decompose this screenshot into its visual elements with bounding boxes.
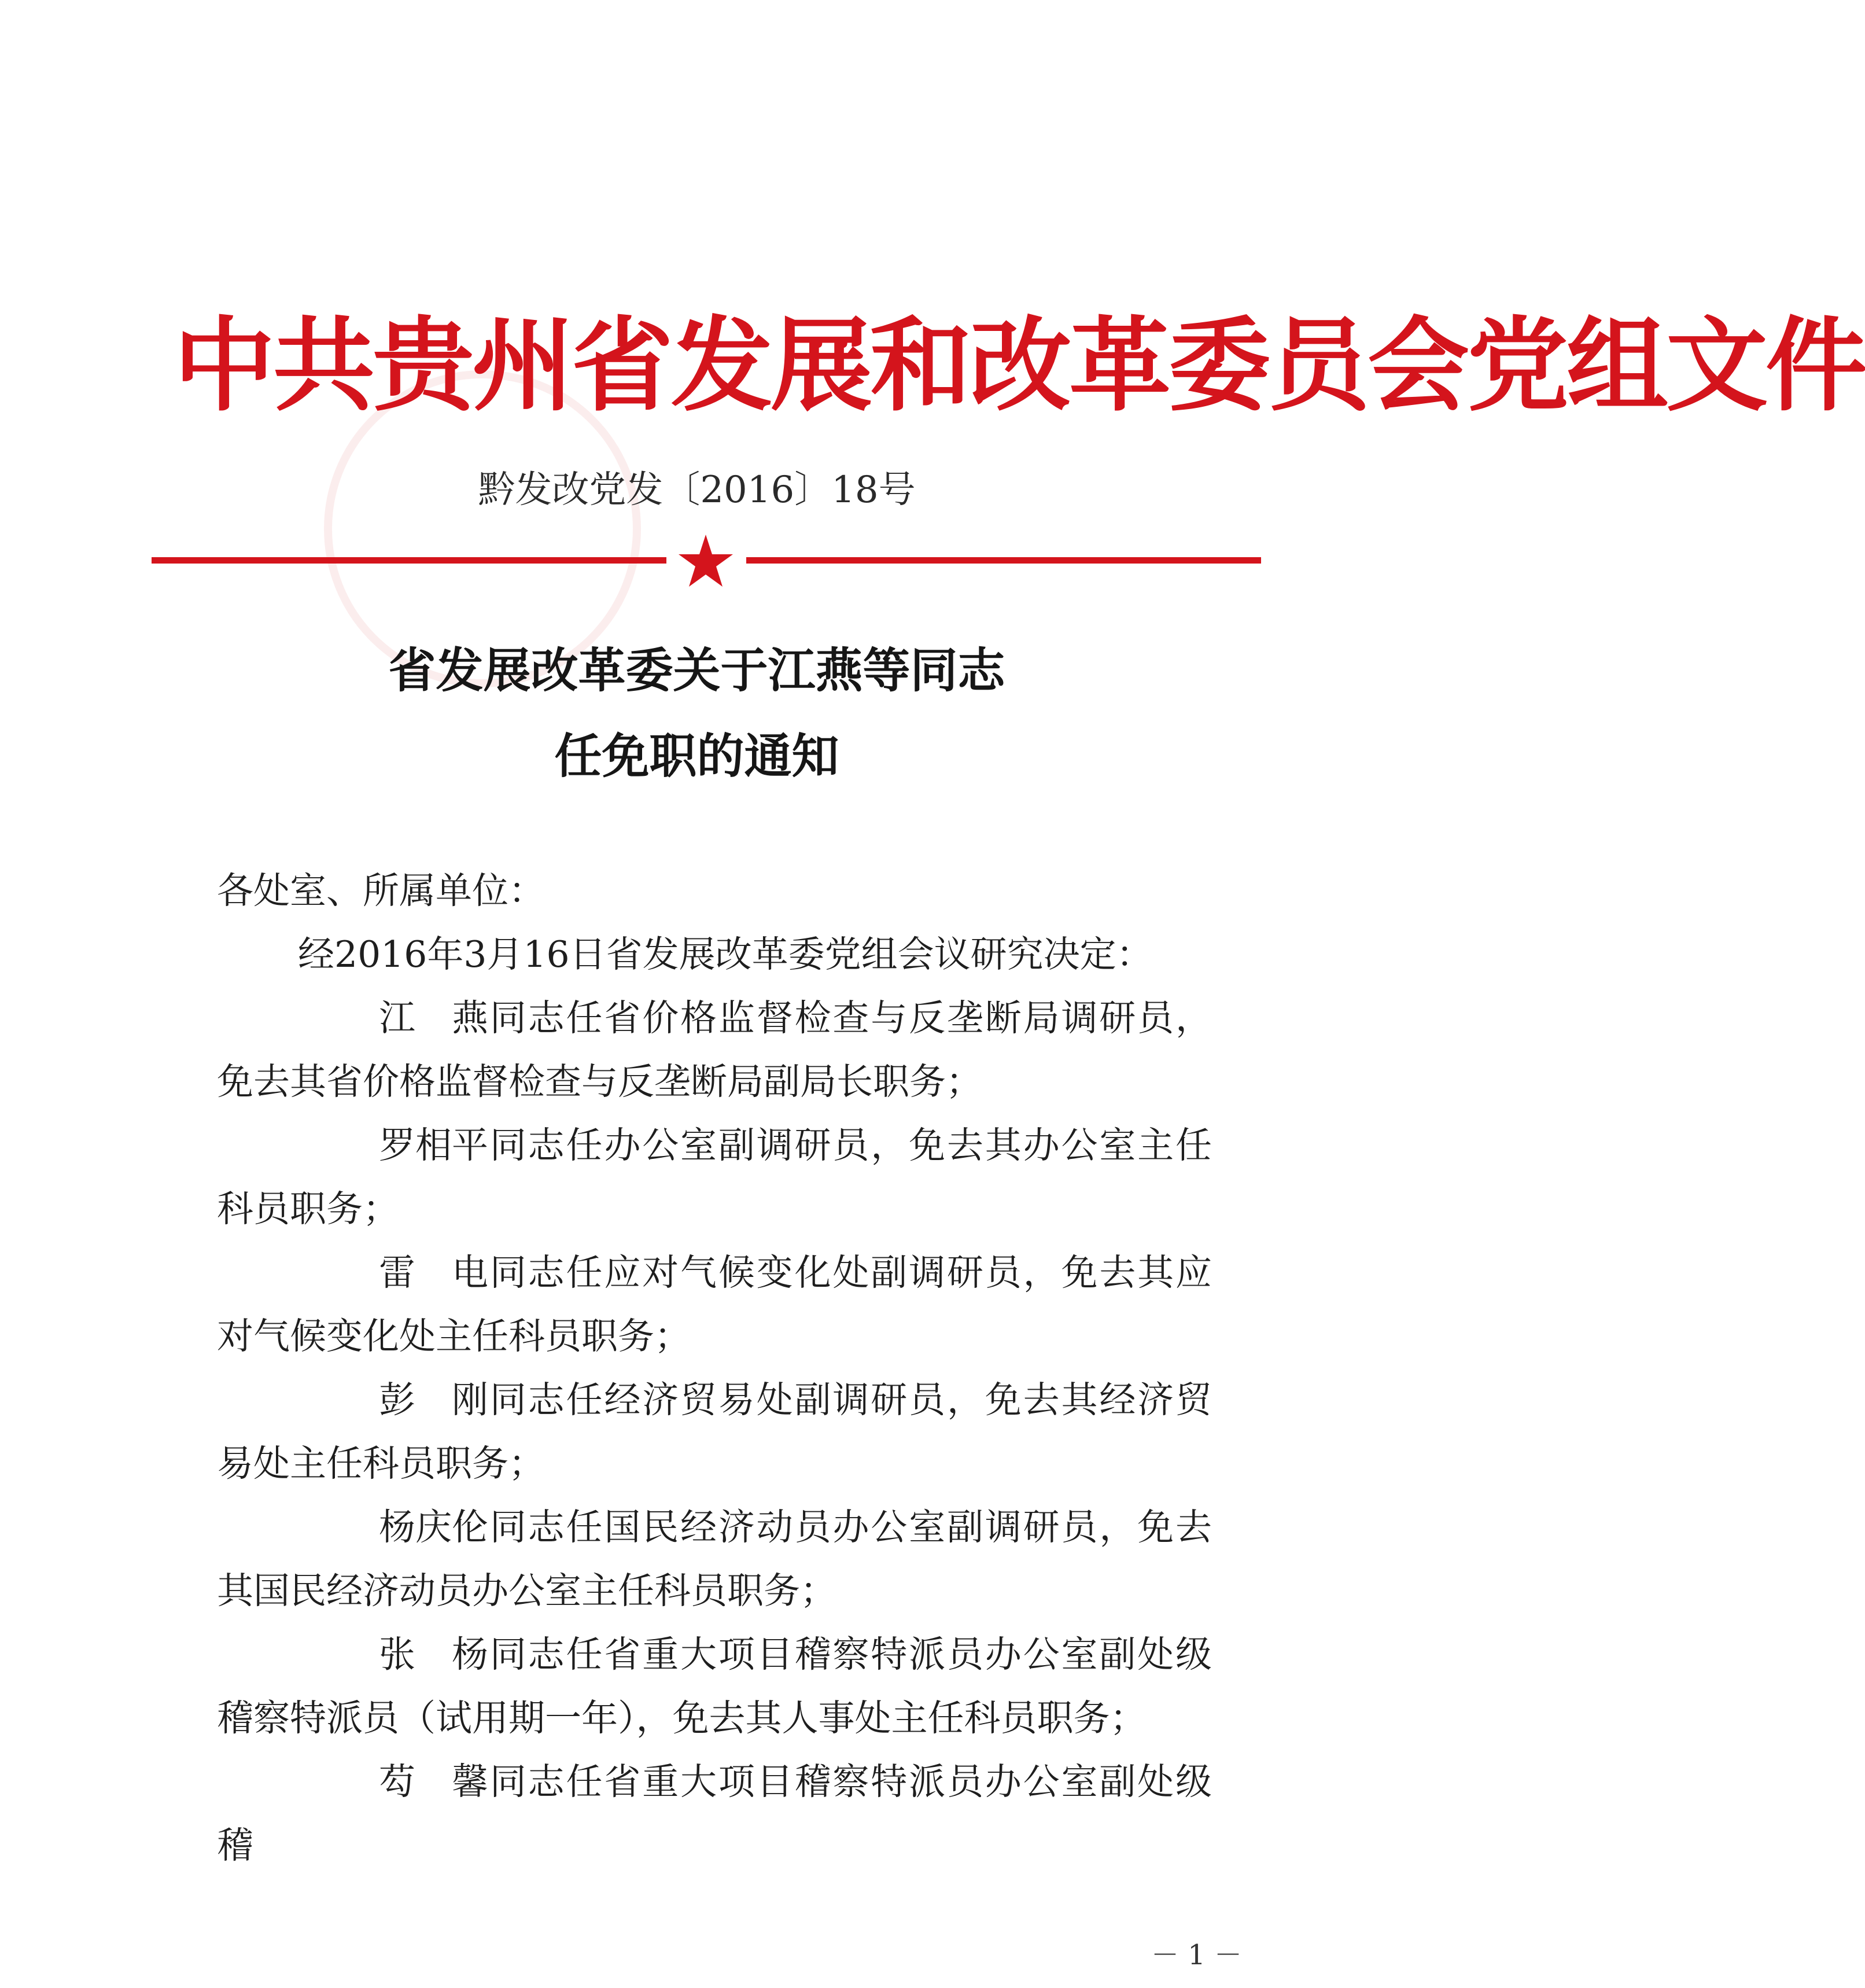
appointment-text: 同志任省价格监督检查与反垄断局调研员，免去其省价格监督检查与反垄断局副局长职务； <box>217 997 1212 1103</box>
notice-body <box>217 859 1212 1877</box>
intro-paragraph: 经2016年3月16日省发展改革委党组会议研究决定： <box>298 933 1153 975</box>
salutation: 各处室、所属单位： <box>217 870 545 912</box>
appointment-paragraph <box>217 986 1212 1114</box>
appointment-paragraph <box>217 1368 1212 1496</box>
appointee-name: 罗相平 <box>379 1124 488 1166</box>
appointment-paragraph <box>217 1750 1212 1877</box>
appointment-text: 同志任经济贸易处副调研员，免去其经济贸易处主任科员职务； <box>217 1379 1212 1485</box>
appointment-paragraph <box>217 1114 1212 1241</box>
appointee-name: 雷 电 <box>379 1251 488 1294</box>
appointment-paragraph <box>217 1623 1212 1750</box>
red-star-icon <box>677 532 735 590</box>
notice-title-line-1: 省发展改革委关于江燕等同志 <box>388 643 1005 698</box>
appointment-text: 同志任办公室副调研员，免去其办公室主任科员职务； <box>217 1124 1212 1230</box>
appointee-name: 杨庆伦 <box>379 1506 488 1548</box>
document-number: 黔发改党发〔2016〕18号 <box>478 469 916 511</box>
appointment-text: 同志任省重大项目稽察特派员办公室副处级稽 <box>217 1761 1212 1866</box>
appointment-text: 同志任应对气候变化处副调研员，免去其应对气候变化处主任科员职务； <box>217 1251 1212 1357</box>
red-rule-right <box>746 557 1261 564</box>
notice-title <box>0 628 1394 799</box>
page-number: － 1 － <box>1151 1939 1243 1971</box>
appointment-paragraph <box>217 1496 1212 1623</box>
appointee-name: 彭 刚 <box>379 1379 488 1421</box>
appointee-name: 江 燕 <box>379 997 488 1039</box>
appointment-text: 同志任省重大项目稽察特派员办公室副处级稽察特派员（试用期一年），免去其人事处主任科员职务； <box>217 1633 1212 1739</box>
appointee-name: 芶 馨 <box>379 1761 488 1803</box>
document-header-title: 中共贵州省发展和改革委员会党组文件 <box>174 307 1865 425</box>
notice-title-line-2: 任免职的通知 <box>554 728 839 784</box>
appointment-paragraph <box>217 1241 1212 1368</box>
appointment-text: 同志任国民经济动员办公室副调研员，免去其国民经济动员办公室主任科员职务； <box>217 1506 1212 1612</box>
red-rule-left <box>152 557 666 564</box>
appointee-name: 张 杨 <box>379 1633 488 1676</box>
